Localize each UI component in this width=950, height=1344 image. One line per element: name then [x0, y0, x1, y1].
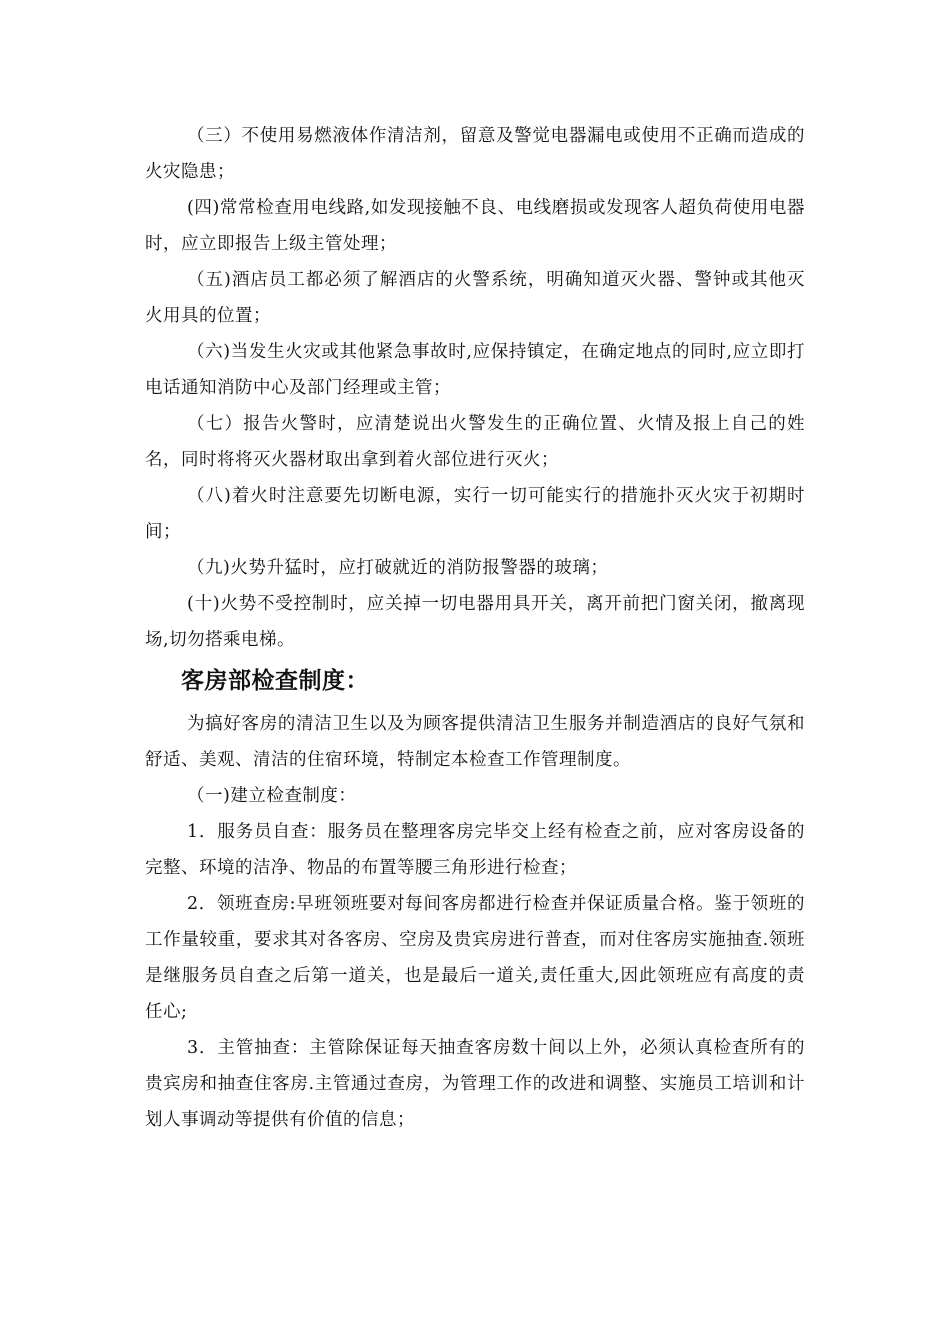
- fire-safety-item-10: (十)火势不受控制时，应关掉一切电器用具开关，离开前把门窗关闭，撤离现场,切勿搭乘电梯。: [145, 594, 805, 650]
- fire-safety-item-8: （八)着火时注意要先切断电源，实行一切可能实行的措施扑灭火灾于初期时间；: [145, 486, 805, 542]
- inspection-section-body: [145, 706, 805, 1138]
- section-intro: 为搞好客房的清洁卫生以及为顾客提供清洁卫生服务并制造酒店的良好气氛和舒适、美观、清洁的住宿环境，特制定本检查工作管理制度。: [145, 714, 805, 770]
- fire-safety-item-3: （三）不使用易燃液体作清洁剂，留意及警觉电器漏电或使用不正确而造成的火灾隐患；: [145, 126, 805, 182]
- fire-safety-item-4: (四)常常检查用电线路,如发现接触不良、电线磨损或发现客人超负荷使用电器时，应立即报告上级主管处理；: [145, 198, 805, 254]
- inspection-item-1: 1．服务员自查：服务员在整理客房完毕交上经有检查之前，应对客房设备的完整、环境的洁净、物品的布置等腰三角形进行检查；: [145, 822, 805, 878]
- fire-safety-item-6: （六)当发生火灾或其他紧急事故时,应保持镇定，在确定地点的同时,应立即打电话通知消防中心及部门经理或主管；: [145, 342, 805, 398]
- fire-safety-list: [145, 118, 805, 658]
- section-heading: 客房部检查制度：: [181, 668, 369, 694]
- fire-safety-item-9: （九)火势升猛时，应打破就近的消防报警器的玻璃；: [187, 558, 609, 578]
- document-page: [145, 118, 805, 1138]
- inspection-item-3: 3．主管抽查：主管除保证每天抽查客房数十间以上外，必须认真检查所有的贵宾房和抽查住客房.主管通过查房，为管理工作的改进和调整、实施员工培训和计划人事调动等提供有价值的信息；: [145, 1038, 805, 1130]
- fire-safety-item-7: （七）报告火警时，应清楚说出火警发生的正确位置、火情及报上自己的姓名，同时将将灭火器材取出拿到着火部位进行灭火；: [145, 414, 805, 470]
- section-subheading: （一)建立检查制度：: [187, 786, 357, 806]
- inspection-item-2: 2．领班查房:早班领班要对每间客房都进行检查并保证质量合格。鉴于领班的工作量较重，要求其对各客房、空房及贵宾房进行普查，而对住客房实施抽查.领班是继服务员自查之后第一道关，也是最后一道关,责任重大,因此领班应有高度的责任心;: [145, 894, 805, 1022]
- fire-safety-item-5: （五)酒店员工都必须了解酒店的火警系统，明确知道灭火器、警钟或其他灭火用具的位置；: [145, 270, 805, 326]
